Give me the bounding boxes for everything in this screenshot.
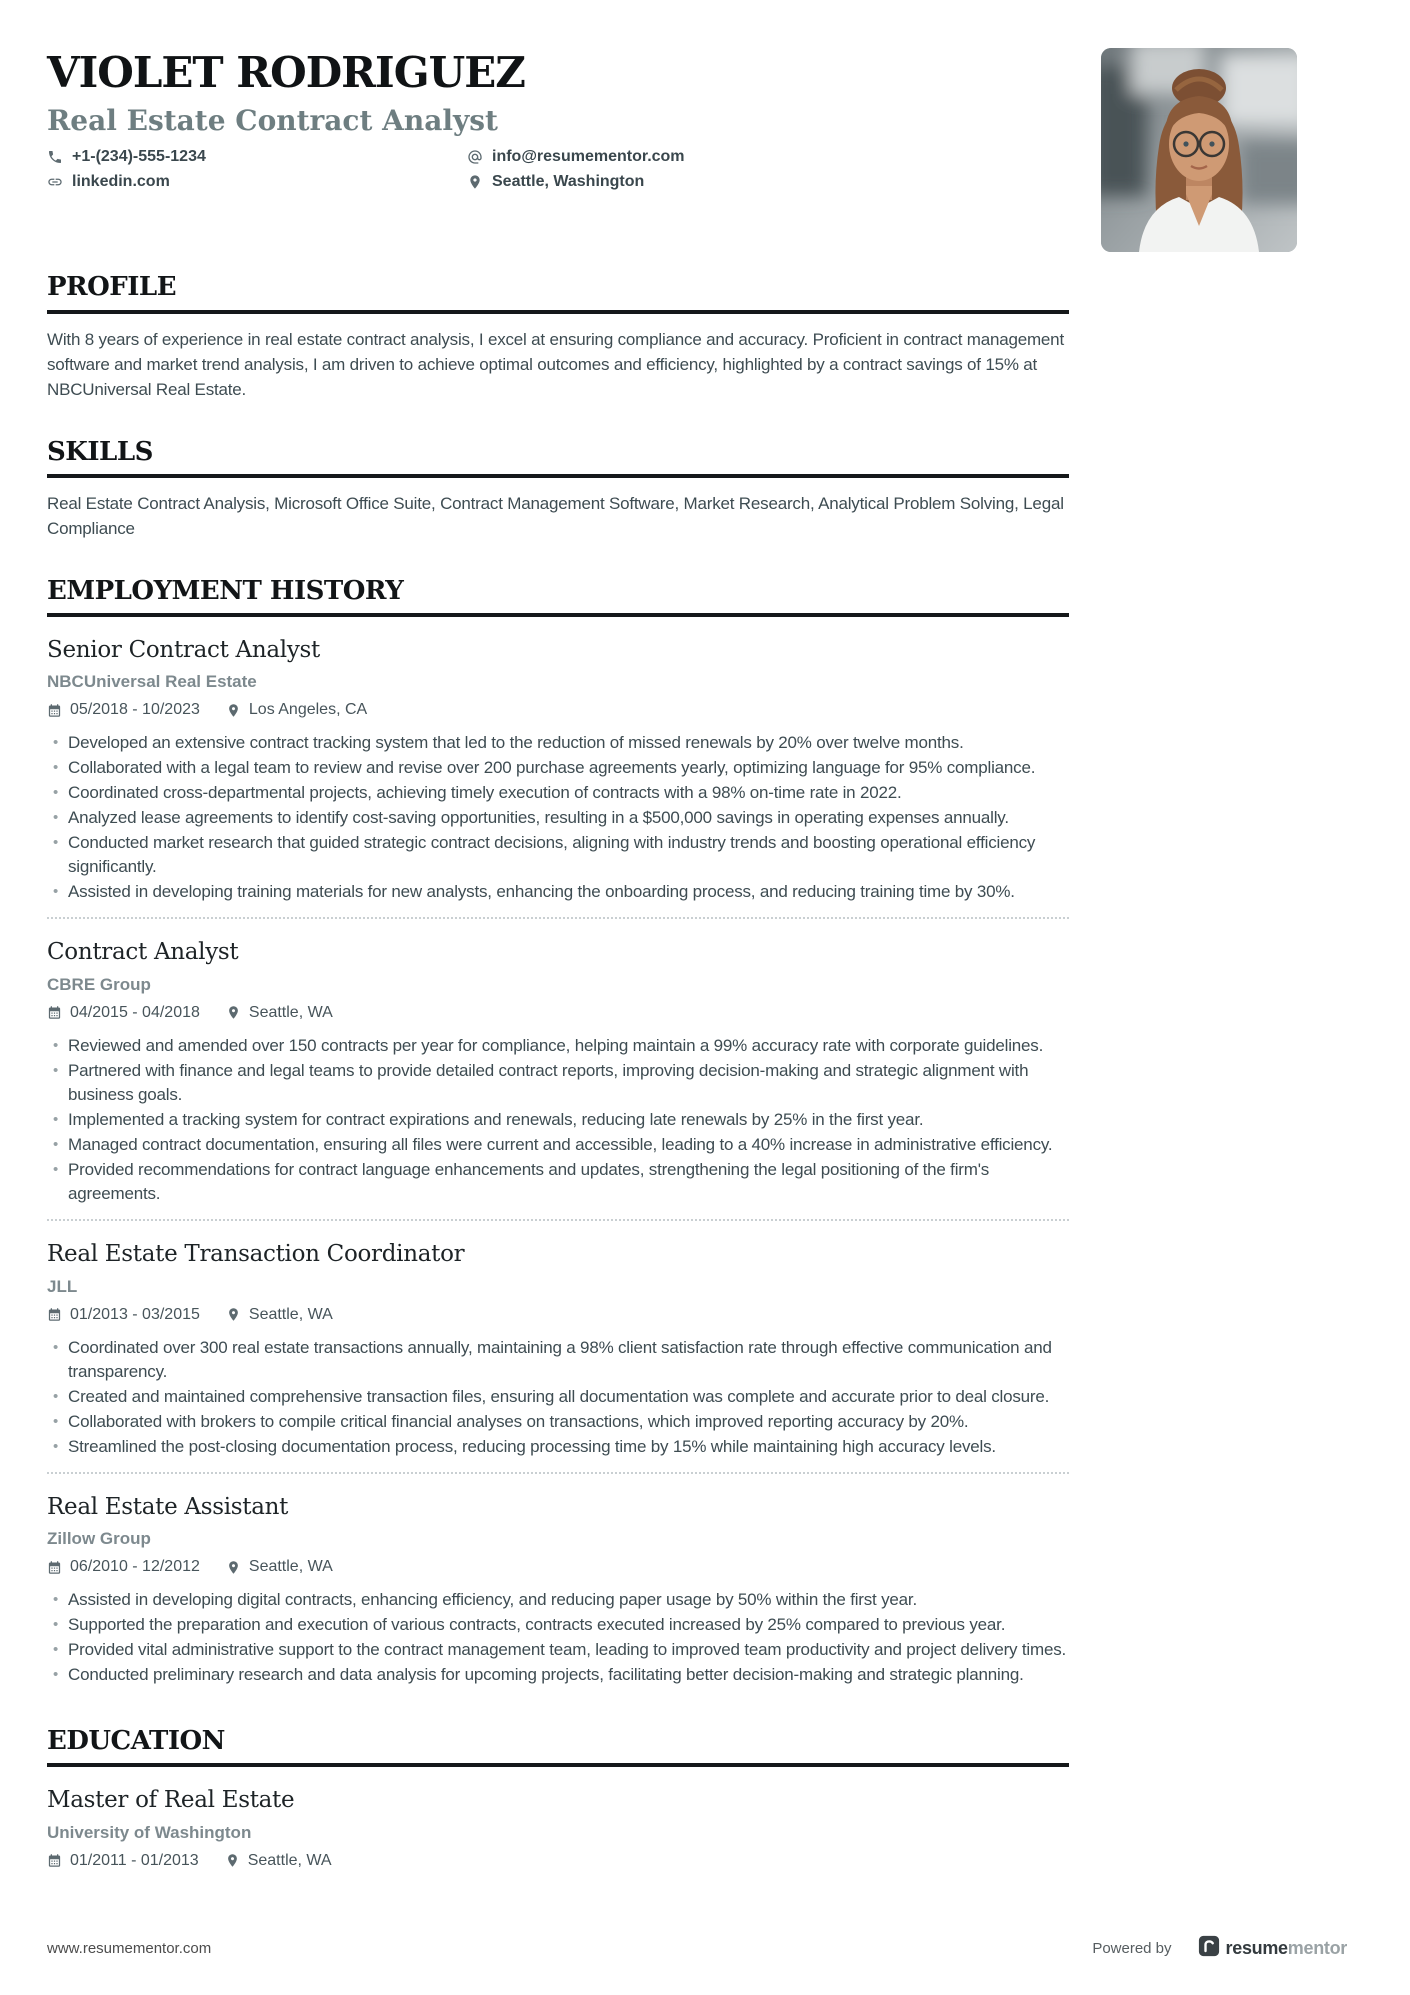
employment-section: [47, 577, 1069, 1687]
job-location-text: Seattle, WA: [248, 1305, 333, 1323]
job-bullets: [47, 1336, 1069, 1459]
job-bullet: • Coordinated over 300 real estate transactions annually, maintaining a 98% client satisfaction rate through effective communication and transparency.: [47, 1336, 1069, 1384]
job-meta: [47, 1558, 1069, 1576]
job-bullet: • Analyzed lease agreements to identify cost-saving opportunities, resulting in a $500,000 savings in operating expenses annually.: [47, 806, 1069, 830]
job-location: [226, 1558, 333, 1576]
job-bullet: • Supported the preparation and execution of various contracts, contracts executed increased by 25% compared to previous year.: [47, 1613, 1069, 1637]
job-bullet: • Coordinated cross-departmental projects, achieving timely execution of contracts with a 98% on-time rate in 2022.: [47, 781, 1069, 805]
location-pin-icon: [226, 1307, 241, 1322]
contact-info: [47, 148, 1069, 191]
job-location-text: Los Angeles, CA: [248, 701, 368, 719]
degree-title: Master of Real Estate: [47, 1787, 295, 1814]
job-bullet: • Implemented a tracking system for contract expirations and renewals, reducing late renewals by 25% in the first year.: [47, 1108, 1069, 1132]
location-pin-icon: [226, 1005, 241, 1020]
job-company: CBRE Group: [47, 974, 151, 994]
job-dates-text: 04/2015 - 04/2018: [70, 1003, 200, 1021]
job-dates: [47, 1306, 200, 1324]
job-company: NBCUniversal Real Estate: [47, 672, 257, 692]
skills-section: [47, 438, 1069, 541]
phone-icon: [47, 149, 63, 165]
education-meta: [47, 1852, 1069, 1870]
job-bullet: • Created and maintained comprehensive transaction files, ensuring all documentation was complete and accurate prior to deal closure.: [47, 1385, 1069, 1409]
job-divider: [47, 917, 1069, 919]
logo-text-bold: resume: [1225, 1938, 1288, 1958]
powered-by-label: Powered by: [1092, 1940, 1172, 1957]
location-pin-icon: [467, 174, 483, 190]
education-dates-text: 01/2011 - 01/2013: [70, 1851, 199, 1869]
job-bullet: • Provided recommendations for contract language enhancements and updates, strengthening the legal positioning of the firm's agreements.: [47, 1158, 1069, 1206]
contact-website: [47, 173, 467, 191]
job-title: Real Estate Transaction Coordinator: [47, 1240, 465, 1267]
contact-location: [467, 173, 1069, 191]
job-dates: [47, 1558, 200, 1576]
education-dates: [47, 1852, 199, 1870]
job-location-text: Seattle, WA: [248, 1003, 333, 1021]
job-dates: [47, 1004, 200, 1022]
education-location-text: Seattle, WA: [247, 1851, 332, 1869]
profile-text: With 8 years of experience in real estate contract analysis, I excel at ensuring compliance and accuracy. Proficient in contract management software and market trend analysis, I am driven to achieve optimal outcomes and efficiency, highlighted by a contract savings of 15% at NBCUniversal Real Estate.: [47, 329, 1064, 399]
job-bullet: • Developed an extensive contract tracking system that led to the reduction of missed renewals by 20% over twelve months.: [47, 731, 1069, 755]
employment-heading: EMPLOYMENT HISTORY: [47, 577, 1069, 617]
contact-website-text: linkedin.com: [72, 173, 170, 191]
job-bullet: • Provided vital administrative support to the contract management team, leading to improved team productivity and project delivery times.: [47, 1638, 1069, 1662]
job-entry: [47, 1241, 1069, 1474]
contact-email: [467, 148, 1069, 166]
job-bullet: • Managed contract documentation, ensuring all files were current and accessible, leading to a 40% increase in administrative efficiency.: [47, 1133, 1069, 1157]
job-bullet: • Collaborated with a legal team to review and revise over 200 purchase agreements yearly, optimizing language for 95% compliance.: [47, 756, 1069, 780]
calendar-icon: [47, 1005, 62, 1020]
contact-phone: [47, 148, 467, 166]
job-location-text: Seattle, WA: [248, 1558, 333, 1576]
job-bullet: • Assisted in developing digital contracts, enhancing efficiency, and reducing paper usage by 50% within the first year.: [47, 1588, 1069, 1612]
job-meta: [47, 1004, 1069, 1022]
education-section: [47, 1727, 1069, 1870]
resume-header: [0, 0, 1410, 191]
job-location: [226, 1306, 333, 1324]
calendar-icon: [47, 1307, 62, 1322]
job-meta: [47, 1306, 1069, 1324]
education-location: [225, 1852, 332, 1870]
job-location: [226, 701, 367, 719]
job-dates-text: 06/2010 - 12/2012: [70, 1558, 200, 1576]
skills-heading: SKILLS: [47, 438, 1069, 478]
job-bullet: • Conducted preliminary research and data analysis for upcoming projects, facilitating better decision-making and strategic planning.: [47, 1663, 1069, 1687]
job-title: Contract Analyst: [47, 939, 239, 966]
job-bullet: • Collaborated with brokers to compile critical financial analyses on transactions, which improved reporting accuracy by 20%.: [47, 1410, 1069, 1434]
footer-website: www.resumementor.com: [47, 1940, 212, 1957]
job-bullet: • Partnered with finance and legal teams to provide detailed contract reports, improving decision-making and strategic alignment with business goals.: [47, 1059, 1069, 1107]
job-entry: [47, 1494, 1069, 1688]
job-company: JLL: [47, 1276, 78, 1296]
job-divider: [47, 1219, 1069, 1221]
person-name: VIOLET RODRIGUEZ: [47, 48, 525, 97]
job-entry: [47, 939, 1069, 1221]
skills-text: Real Estate Contract Analysis, Microsoft Office Suite, Contract Management Software, Market Research, Analytical Problem Solving, Legal Compliance: [47, 493, 1064, 538]
profile-photo: [1101, 48, 1297, 252]
job-meta: [47, 701, 1069, 719]
contact-email-text: info@resumementor.com: [492, 148, 685, 166]
job-dates: [47, 701, 200, 719]
job-entry: [47, 637, 1069, 920]
education-heading: EDUCATION: [47, 1727, 1069, 1767]
contact-phone-text: +1-(234)-555-1234: [72, 148, 206, 166]
school-name: University of Washington: [47, 1822, 252, 1842]
job-company: Zillow Group: [47, 1529, 151, 1549]
job-bullet: • Assisted in developing training materials for new analysts, enhancing the onboarding process, and reducing training time by 30%.: [47, 880, 1069, 904]
education-entry: [47, 1787, 1069, 1870]
job-bullets: [47, 1034, 1069, 1206]
calendar-icon: [47, 703, 62, 718]
person-job-title: Real Estate Contract Analyst: [47, 104, 498, 137]
page-footer: [47, 1935, 1347, 1962]
job-title: Real Estate Assistant: [47, 1493, 289, 1520]
calendar-icon: [47, 1853, 62, 1868]
job-bullet: • Reviewed and amended over 150 contracts per year for compliance, helping maintain a 99% accuracy rate with corporate guidelines.: [47, 1034, 1069, 1058]
job-bullets: [47, 731, 1069, 904]
job-title: Senior Contract Analyst: [47, 636, 320, 663]
resumementor-logo-icon: [1198, 1935, 1220, 1962]
job-bullet: • Conducted market research that guided strategic contract decisions, aligning with industry trends and boosting operational efficiency significantly.: [47, 831, 1069, 879]
job-dates-text: 05/2018 - 10/2023: [70, 701, 200, 719]
job-bullet: • Streamlined the post-closing documentation process, reducing processing time by 15% while maintaining high accuracy levels.: [47, 1435, 1069, 1459]
calendar-icon: [47, 1560, 62, 1575]
job-location: [226, 1004, 333, 1022]
portrait-illustration: [1101, 48, 1297, 252]
job-divider: [47, 1472, 1069, 1474]
profile-section: [47, 273, 1069, 401]
contact-location-text: Seattle, Washington: [492, 173, 645, 191]
email-at-icon: [467, 149, 483, 165]
profile-heading: PROFILE: [47, 273, 1069, 313]
location-pin-icon: [226, 1560, 241, 1575]
jobs-list: [47, 637, 1069, 1687]
location-pin-icon: [226, 703, 241, 718]
job-dates-text: 01/2013 - 03/2015: [70, 1305, 200, 1323]
logo-text-light: mentor: [1287, 1938, 1347, 1958]
powered-by: [1092, 1935, 1347, 1962]
job-bullets: [47, 1588, 1069, 1687]
location-pin-icon: [225, 1853, 240, 1868]
link-icon: [47, 174, 63, 190]
resumementor-logo: [1198, 1935, 1347, 1962]
